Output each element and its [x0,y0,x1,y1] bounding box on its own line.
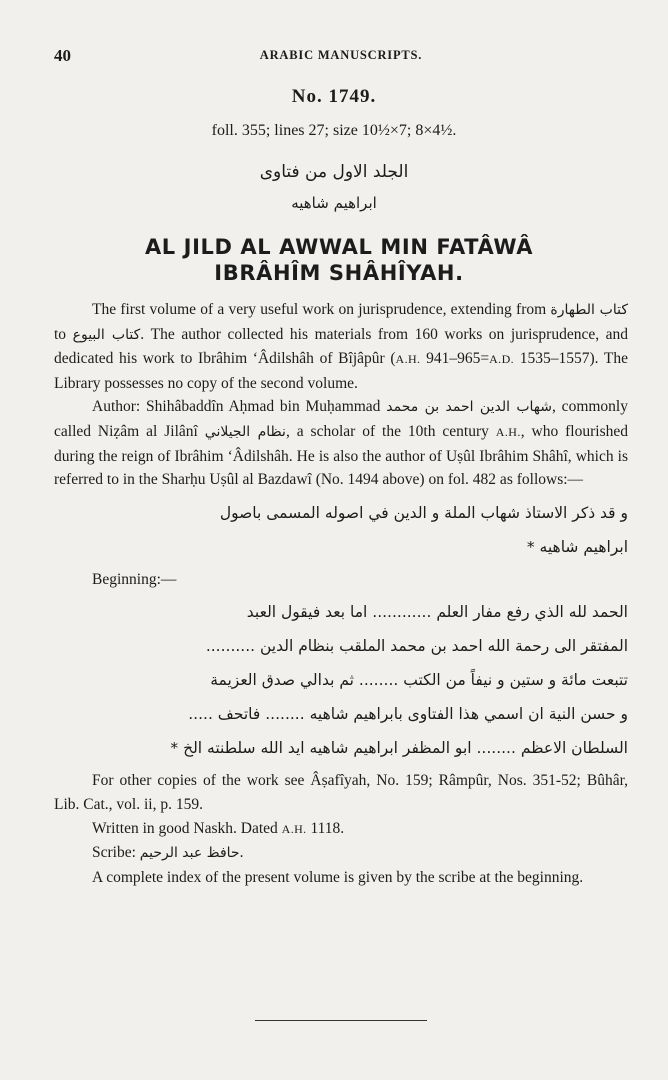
work-title [50,234,628,286]
end-rule [255,1020,427,1021]
arabic-inline-kitab-al-taharah: كتاب الطهارة [550,302,629,318]
page-number: 40 [54,46,71,65]
arabic-beginning-line: المفتقر الى رحمة الله احمد بن محمد الملقب بنظام الدين .......... [205,637,628,656]
index-note: A complete index of the present volume is given by the scribe at the beginning. [92,868,584,886]
beginning-label: Beginning:— [92,570,177,588]
running-title: ARABIC MANUSCRIPTS. [259,48,423,62]
work-title-line1: AL JILD AL AWWAL MIN FATÂWÂ [144,235,534,259]
arabic-title-line1: الجلد الاول من فتاوى [259,162,409,182]
arabic-inline-author-name: شهاب الدين احمد بن محمد [386,399,552,416]
running-head [54,46,628,66]
scribe-note: Scribe: حافظ عبد الرحيم. [92,844,244,862]
entry-body [54,298,628,889]
work-title-line2: IBRÂHÎM SHÂHÎYAH. [214,261,464,285]
arabic-inline-kitab-al-buyu: كتاب البيوع [72,326,141,343]
entry-number: No. 1749. [291,86,377,107]
arabic-beginning-line: الحمد لله الذي رفع مفار العلم ............ اما بعد فيقول العبد [246,603,628,622]
arabic-beginning-line: السلطان الاعظم ........ ابو المظفر ابراهيم شاهيه ايد الله سلطنته الخ * [170,739,628,758]
description-paragraph: The first volume of a very useful work on jurisprudence, extending from كتاب الطهارة to كتاب البيوع. The author collected his materials from 160 works on jurisprudence, and dedicated his work to Ibrâhim ‘Âdilshâh of Bîjâpûr (A.H. 941–965=A.D. 1535–1557). The Library possesses no copy of the second volume. [54,301,629,392]
arabic-beginning-line: و حسن النية ان اسمي هذا الفتاوى بابراهيم شاهيه ........ فاتحف ..... [188,705,628,724]
arabic-inline-scribe-name: حافظ عبد الرحيم [139,845,240,862]
written-note: Written in good Naskh. Dated A.H. 1118. [92,819,345,837]
arabic-beginning-text [54,595,628,765]
arabic-inline-nizam: نظام الجيلاني [204,423,286,440]
author-paragraph: Author: Shihâbaddîn Aḥmad bin Muḥammad شهاب الدين احمد بن محمد, commonly called Niẓâm al Jilânî نظام الجيلاني, a scholar of the 10th century A.H., who flourished during the reign of Ibrâhim ‘Âdilshâh. He is also the author of Uṣûl Ibrâhim Shâhî, which is referred to in the Sharḥu Uṣûl al Bazdawî (No. 1494 above) on fol. 482 as follows:— [54,398,628,489]
arabic-beginning-line: تتبعت مائة و ستين و نيفاً من الكتب ........ ثم بدالي صدق العزيمة [210,671,628,690]
arabic-quotation [54,496,628,564]
arabic-quote-line: ابراهيم شاهيه * [526,537,628,556]
arabic-quote-line: و قد ذكر الاستاذ شهاب الملة و الدين في اصوله المسمى باصول [219,503,628,522]
other-copies-note: For other copies of the work see Âṣafîyah, No. 159; Râmpûr, Nos. 351-52; Bûhâr, Lib. Cat., vol. ii, p. 159. [54,772,628,813]
arabic-title-line2: ابراهيم شاهيه [291,194,377,212]
collation-line: foll. 355; lines 27; size 10½×7; 8×4½. [211,122,457,139]
